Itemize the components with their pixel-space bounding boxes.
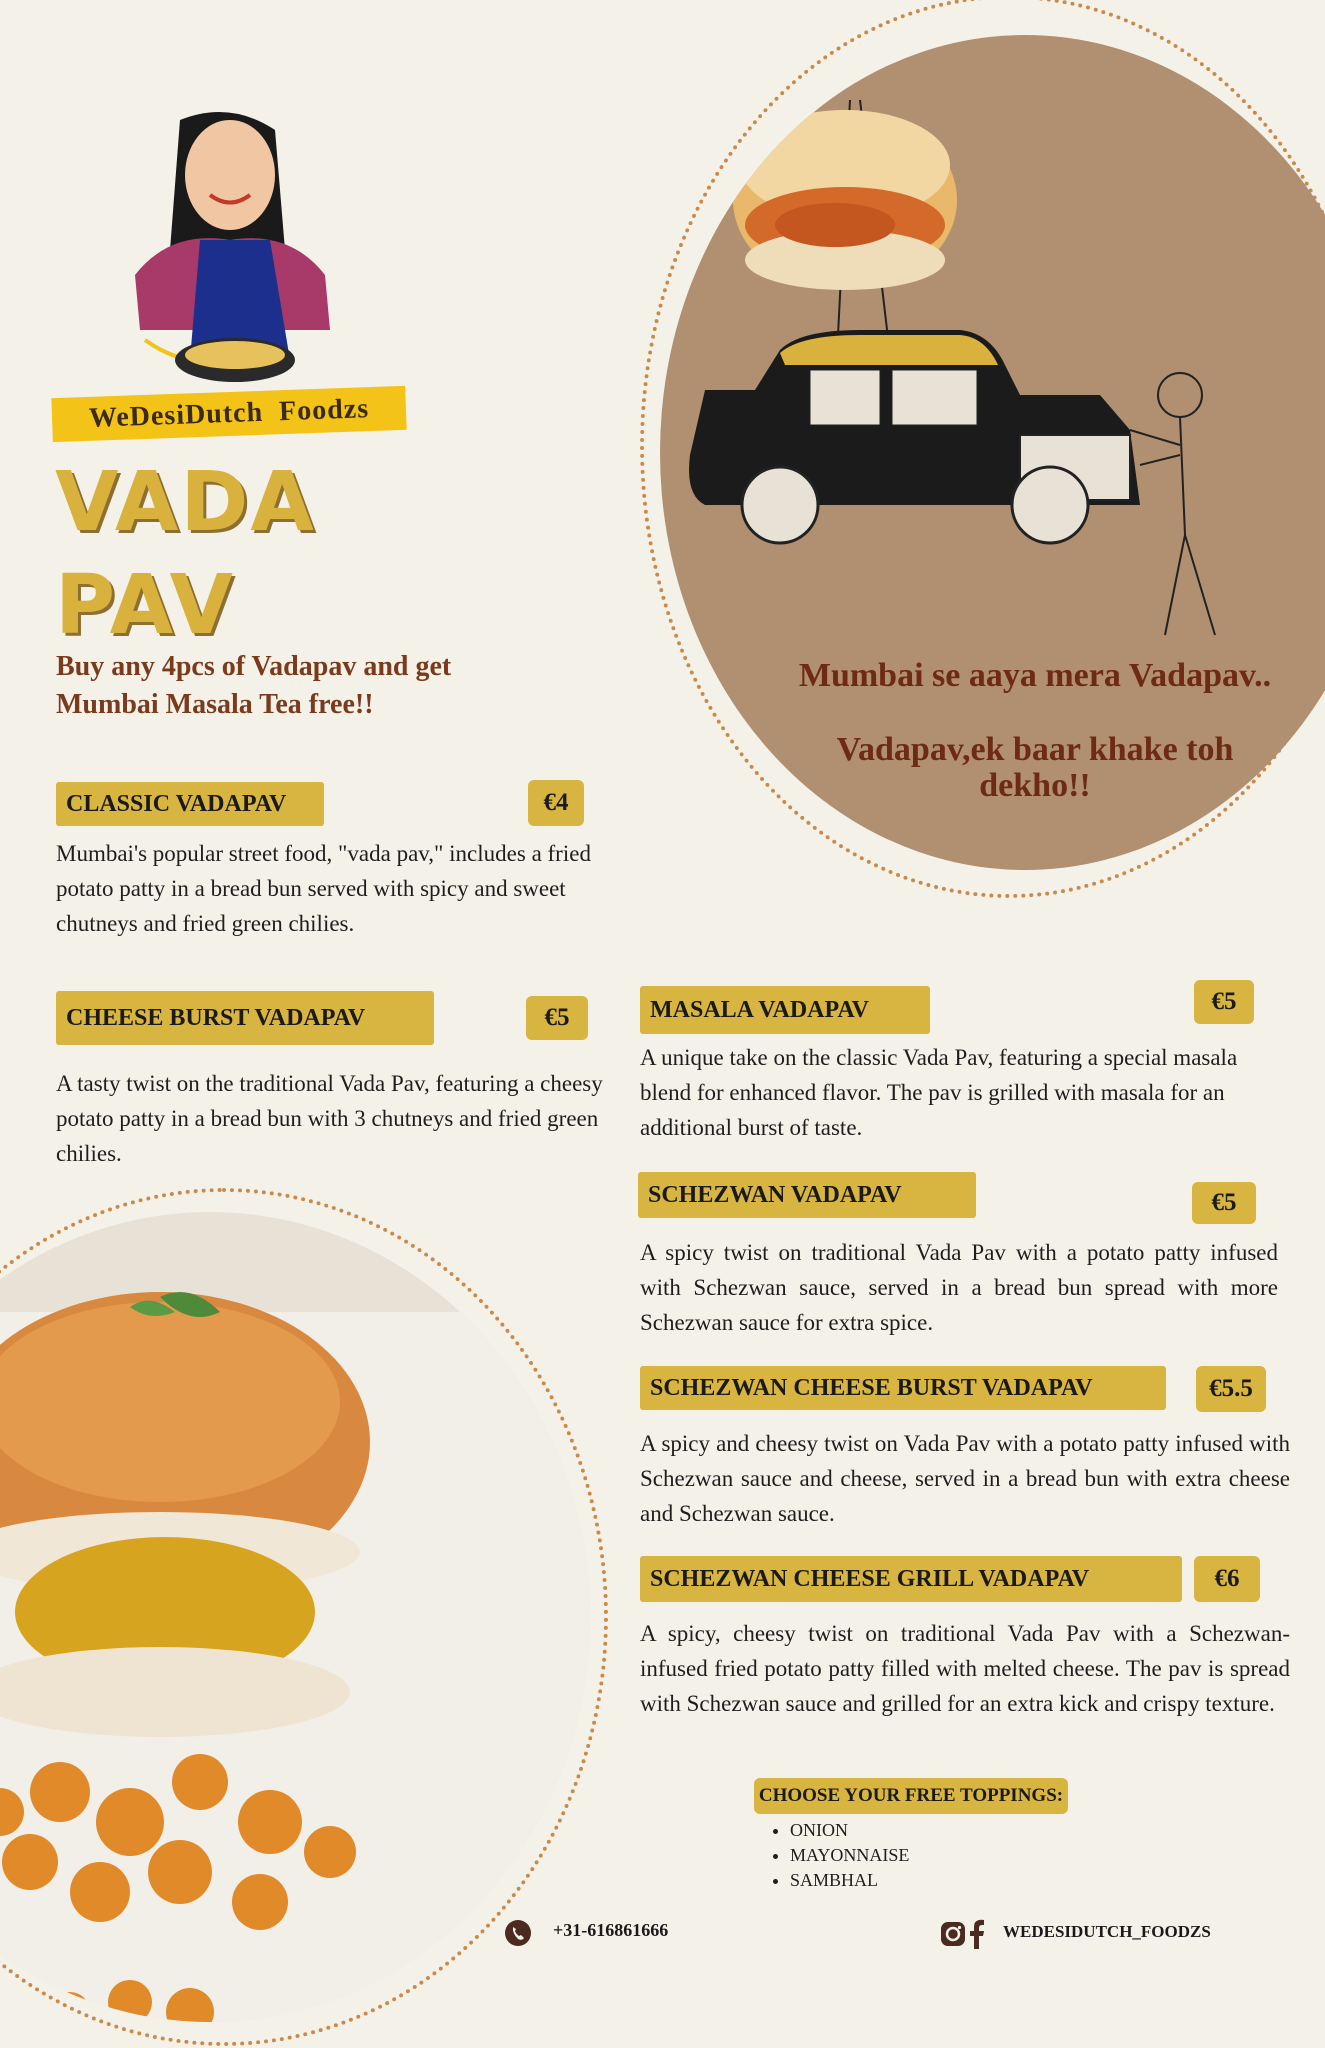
menu-item-masala-desc: A unique take on the classic Vada Pav, featuring a special masala blend for enhanced flavor. The pav is grilled with masala for an additional burst of taste.	[640, 1045, 1238, 1140]
menu-item-schezwan-desc: A spicy twist on traditional Vada Pav with a potato patty infused with Schezwan sauce, served in a bread bun spread with more Schezwan sauce for extra spice.	[640, 1240, 1278, 1335]
instagram-icon[interactable]	[940, 1921, 966, 1947]
toppings-title: CHOOSE YOUR FREE TOPPINGS:	[754, 1778, 1068, 1814]
menu-item-cheese-burst-name: CHEESE BURST VADAPAV	[56, 991, 434, 1045]
menu-item-schezwan-cheese-burst-desc: A spicy and cheesy twist on Vada Pav with a potato patty infused with Schezwan sauce and cheese, served in a bread bun with extra cheese and Schezwan sauce.	[640, 1431, 1290, 1526]
phone-icon	[503, 1918, 533, 1948]
menu-item-masala-name: MASALA VADAPAV	[640, 986, 930, 1034]
title-line-1: VADA	[55, 455, 316, 550]
brand-name: WeDesiDutch Foodzs	[51, 386, 406, 442]
facebook-icon[interactable]	[968, 1919, 986, 1949]
menu-item-classic-name: CLASSIC VADAPAV	[56, 782, 324, 826]
menu-item-schezwan-price: €5	[1192, 1182, 1256, 1224]
menu-item-masala-price: €5	[1194, 980, 1254, 1024]
menu-item-schezwan-cheese-burst-price: €5.5	[1196, 1366, 1266, 1412]
menu-item-cheese-burst-price: €5	[526, 996, 588, 1040]
menu-item-schezwan-cheese-burst-name: SCHEZWAN CHEESE BURST VADAPAV	[640, 1366, 1166, 1410]
topping-item: • MAYONNAISE	[790, 1843, 909, 1868]
menu-item-cheese-burst-desc: A tasty twist on the traditional Vada Pav, featuring a cheesy potato patty in a bread bun with 3 chutneys and fried green chilies.	[56, 1071, 603, 1166]
menu-item-schezwan-cheese-grill-price: €6	[1194, 1556, 1260, 1602]
title-line-2: PAV	[55, 558, 235, 653]
menu-item-schezwan-name: SCHEZWAN VADAPAV	[638, 1172, 976, 1218]
tagline-line-2: Vadapav,ek baar khake toh dekho!!	[836, 731, 1234, 804]
topping-item: • ONION	[790, 1818, 909, 1843]
social-handle[interactable]: WEDESIDUTCH_FOODZS	[1003, 1922, 1211, 1941]
menu-item-classic-desc: Mumbai's popular street food, "vada pav," includes a fried potato patty in a bread bun served with spicy and sweet chutneys and fried green chilies.	[56, 841, 591, 936]
menu-item-schezwan-cheese-grill-desc: A spicy, cheesy twist on traditional Vada Pav with a Schezwan-infused fried potato patty filled with melted cheese. The pav is spread with Schezwan sauce and grilled for an extra kick and crispy texture.	[640, 1621, 1290, 1716]
chef-illustration	[50, 100, 410, 400]
toppings-list	[762, 1818, 909, 1893]
menu-item-schezwan-cheese-grill-name: SCHEZWAN CHEESE GRILL VADAPAV	[640, 1556, 1182, 1602]
menu-item-classic-price: €4	[528, 780, 584, 826]
phone-number[interactable]: +31-616861666	[553, 1920, 669, 1940]
promo-text: Buy any 4pcs of Vadapav and get Mumbai Masala Tea free!!	[56, 651, 452, 720]
tagline-line-1: Mumbai se aaya mera Vadapav..	[798, 657, 1272, 694]
topping-item: • SAMBHAL	[790, 1868, 909, 1893]
